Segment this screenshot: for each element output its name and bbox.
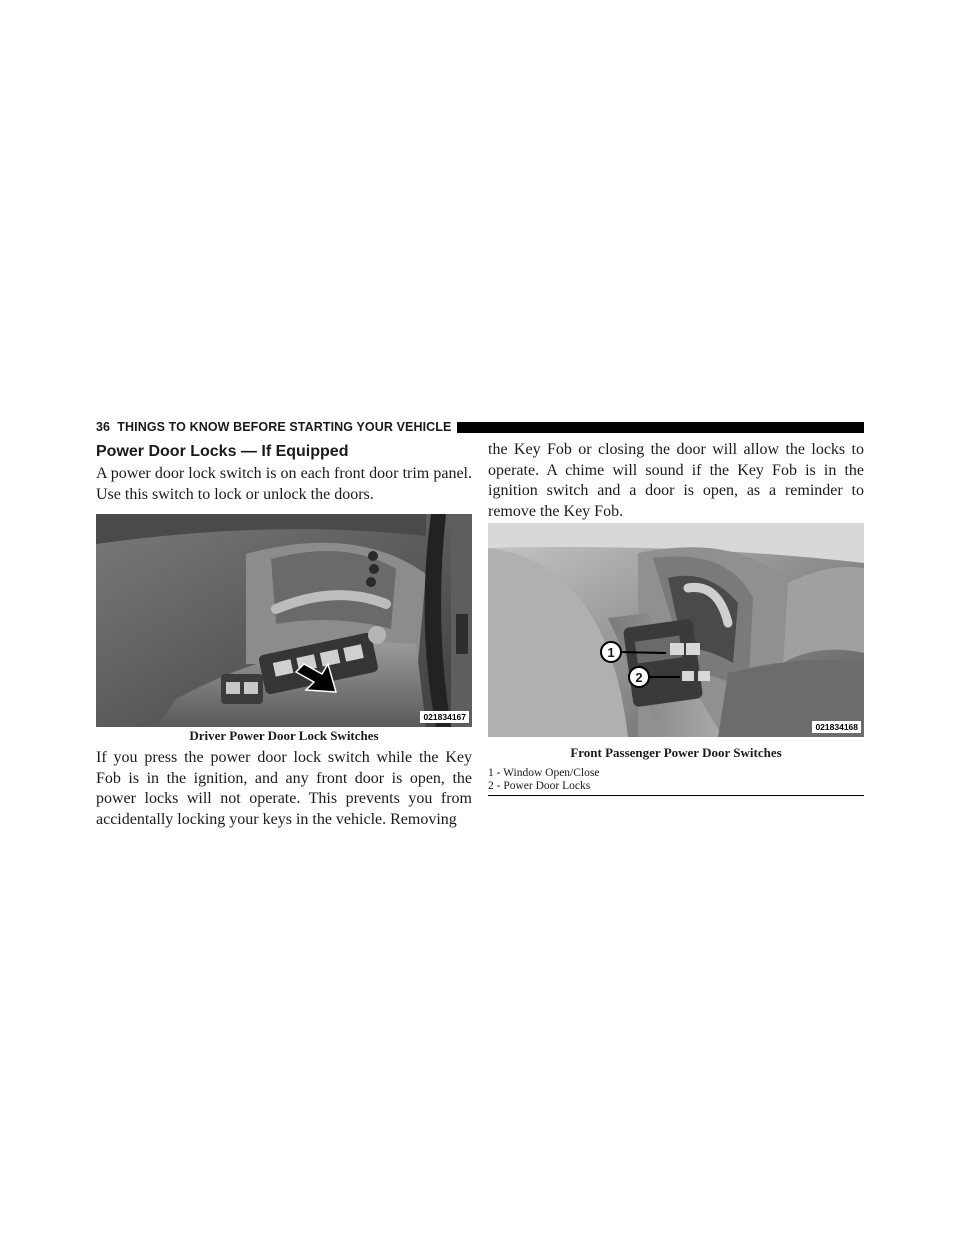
legend-item: 1 - Window Open/Close <box>488 767 600 779</box>
right-column <box>488 440 864 796</box>
figure-code: 021834167 <box>420 711 469 723</box>
section-heading: Power Door Locks — If Equipped <box>96 443 349 460</box>
left-column <box>96 440 472 830</box>
header-text <box>96 420 457 434</box>
page-header <box>96 418 864 436</box>
callout-1: 1 <box>600 641 622 663</box>
continued-paragraph: the Key Fob or closing the door will allow the locks to operate. A chime will sound if the Key Fob is in the ignition switch and a door is open, as a reminder to remove the Key Fob. <box>488 441 864 520</box>
figure-caption: Driver Power Door Lock Switches <box>189 728 379 743</box>
passenger-door-illustration <box>488 523 864 737</box>
intro-paragraph: A power door lock switch is on each front door trim panel. Use this switch to lock or unlock the doors. <box>96 465 472 503</box>
figure-legend <box>488 767 864 796</box>
legend-rule <box>488 795 864 796</box>
driver-door-photo <box>96 514 472 727</box>
figure-code: 021834168 <box>812 721 861 733</box>
figure-caption: Front Passenger Power Door Switches <box>570 745 782 760</box>
header-rule <box>457 422 864 433</box>
warning-paragraph: If you press the power door lock switch while the Key Fob is in the ignition, and any front door is open, the power locks will not operate. This prevents you from accidentally locking your keys in the vehicle. Removing <box>96 749 472 828</box>
page-number: 36 <box>96 420 111 434</box>
passenger-door-photo <box>488 523 864 737</box>
driver-door-illustration <box>96 514 472 727</box>
legend-item: 2 - Power Door Locks <box>488 780 591 792</box>
section-title: THINGS TO KNOW BEFORE STARTING YOUR VEHICLE <box>117 420 452 434</box>
callout-2: 2 <box>628 666 650 688</box>
